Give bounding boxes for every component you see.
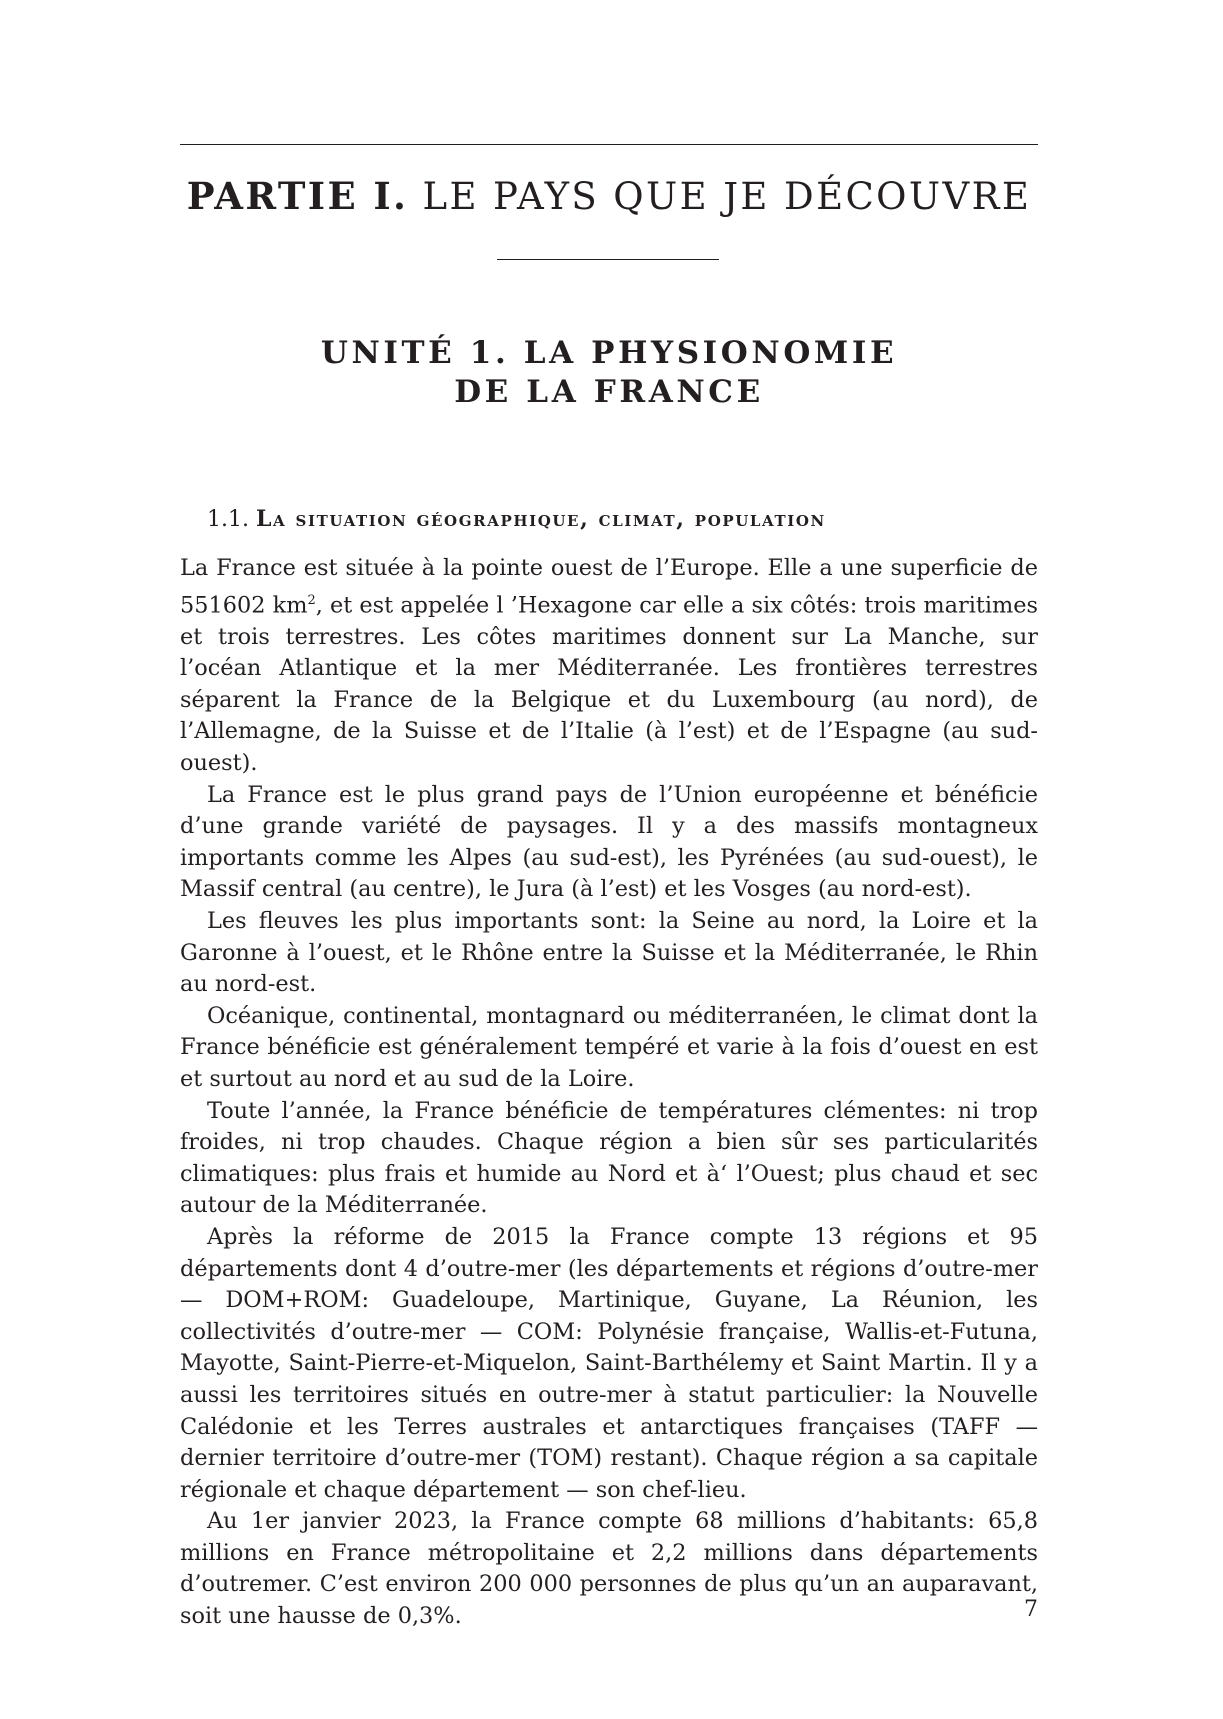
section-number: 1.1.: [207, 507, 249, 532]
page-number: 7: [1024, 1597, 1038, 1622]
part-label: PARTIE I.: [186, 174, 409, 218]
part-title: [180, 174, 1038, 219]
paragraph-rivers: Les fleuves les plus importants sont: la Seine au nord, la Loire et la Garonne à l’ouest, et le Rhône entre la Suisse et la Méditerranée, le Rhin au nord-est.: [180, 908, 1038, 998]
unit-title-line2: DE LA FRANCE: [454, 374, 764, 410]
paragraph-regions: Après la réforme de 2015 la France compte 13 régions et 95 départements dont 4 d’outre-mer (les départements et régions d’outre-mer — DOM+ROM: Guadeloupe, Martinique, Guyane, La Réunion, les collectivités d’outre-mer — COM: Polynésie française, Wallis-et-Futuna, Mayotte, Saint-Pierre-et-Miquelon, Saint-Barthélemy et Saint Martin. Il y a aussi les territoires situés en outre-mer à statut particulier: la Nouvelle Calédonie et les Terres australes et antarctiques françaises (TAFF — dernier territoire d’outre-mer (TOM) restant). Chaque région a sa capitale régionale et chaque département — son chef-lieu.: [180, 1223, 1038, 1503]
unit-title: [180, 334, 1038, 412]
paragraph-landscapes: La France est le plus grand pays de l’Union européenne et bénéficie d’une grande variété de paysages. Il y a des massifs montagneux importants comme les Alpes (au sud-est), les Pyrénées (au sud-ouest), le Massif central (au centre), le Jura (à l’est) et les Vosges (au nord-est).: [180, 781, 1038, 903]
paragraph-location-text-2: , et est appelée l ’Hexagone car elle a six côtés: trois maritimes et trois terrestres. Les côtes maritimes donnent sur La Manche, sur l’océan Atlantique et la mer Méditerranée. Les frontières terrestres séparent la France de la Belgique et du Luxembourg (au nord), de l’Allemagne, de la Suisse et de l’Italie (à l’est) et de l’Espagne (au sud-ouest).: [180, 592, 1038, 777]
title-divider: [497, 259, 719, 260]
section-title: La situation géographique, climat, population: [255, 506, 826, 532]
unit-title-line1: UNITÉ 1. LA PHYSIONOMIE: [320, 335, 898, 371]
superscript-squared: 2: [307, 592, 316, 608]
paragraph-location-text: La France est située à la pointe ouest de l’Europe. Elle a une superficie de 551602 km: [180, 555, 1038, 619]
body-text: [180, 553, 1038, 1633]
section-heading: [207, 504, 826, 535]
part-name: LE PAYS QUE JE DÉCOUVRE: [422, 175, 1032, 218]
paragraph-temperatures: Toute l’année, la France bénéficie de températures clémentes: ni trop froides, ni trop chaudes. Chaque région a bien sûr ses particularités climatiques: plus frais et humide au Nord et à‘ l’Ouest; plus chaud et sec autour de la Méditerranée.: [180, 1097, 1038, 1219]
paragraph-population: Au 1er janvier 2023, la France compte 68 millions d’habitants: 65,8 millions en France métropolitaine et 2,2 millions dans départements d’outremer. C’est environ 200 000 personnes de plus qu’un an auparavant, soit une hausse de 0,3%.: [180, 1508, 1038, 1630]
paragraph-climate: Océanique, continental, montagnard ou méditerranéen, le climat dont la France bénéficie est généralement tempéré et varie à la fois d’ouest en est et surtout au nord et au sud de la Loire.: [180, 1002, 1038, 1092]
paragraph-location: [180, 553, 1038, 780]
top-divider: [180, 144, 1038, 145]
